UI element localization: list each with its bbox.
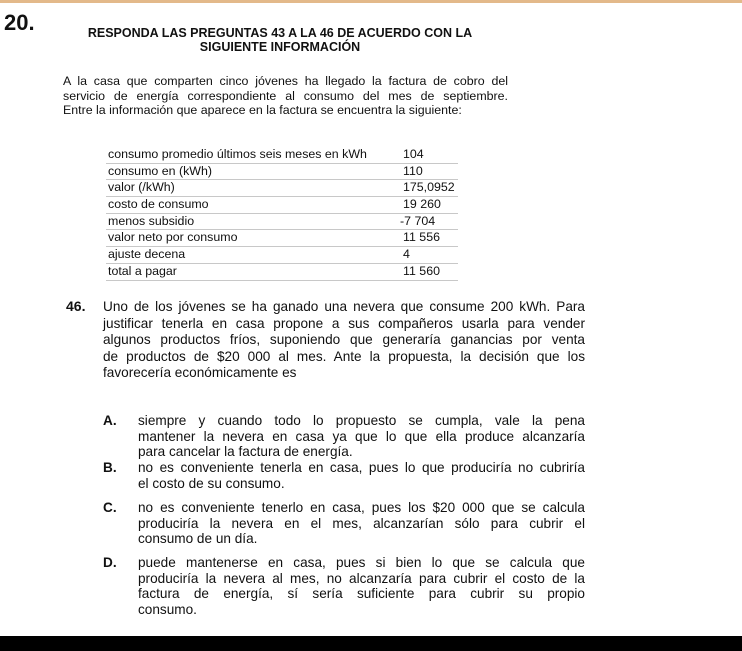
option-d-letter: D. [103, 555, 117, 570]
bill-row-label: valor neto por consumo [108, 230, 238, 245]
option-b-letter: B. [103, 460, 117, 475]
bill-row-label: total a pagar [108, 263, 177, 278]
option-a-letter: A. [103, 413, 117, 428]
question-line: favorecería económicamente es [103, 365, 297, 380]
bill-row-value: 104 [403, 147, 424, 161]
option-line: produciría la nevera en el mes, alcanzarían sólo para cubrir el [138, 515, 585, 531]
bill-row-value: 110 [403, 163, 423, 178]
bill-row-label: valor (/kWh) [108, 180, 175, 195]
bill-row-value: 11 560 [403, 263, 440, 278]
option-line: no es conveniente tenerlo en casa, pues los $20 000 que se calcula [138, 500, 585, 515]
option-line: no es conveniente tenerla en casa, pues lo que produciría no cubriría [138, 460, 585, 475]
option-line: mantener la nevera en casa ya que lo que ella produce alcanzaría [138, 428, 585, 444]
bill-row-value: 11 556 [403, 230, 440, 245]
option-line: factura de energía, sí sería suficiente para cubrir su propio [138, 586, 585, 602]
bill-row [106, 230, 458, 247]
question-line: de productos de $20 000 al mes. Ante la propuesta, la decisión que los [103, 348, 585, 364]
question-line: Uno de los jóvenes se ha ganado una nevera que consume 200 kWh. Para [103, 299, 585, 314]
bill-row [106, 147, 458, 164]
bill-row-label: consumo promedio últimos seis meses en kWh [108, 147, 367, 161]
bill-row [106, 264, 458, 281]
question-line: justificar tenerla en casa propone a sus compañeros usarla para vender [103, 315, 585, 331]
bill-row [106, 247, 458, 264]
bill-row-label: menos subsidio [108, 213, 195, 228]
bill-row-value: -7 704 [400, 213, 436, 228]
bill-row [106, 197, 458, 214]
option-line: consumo de un día. [138, 531, 258, 547]
bill-row [106, 180, 458, 197]
bill-row-label: consumo en (kWh) [108, 163, 212, 178]
top-border-line [0, 0, 742, 3]
intro-paragraph [63, 74, 508, 118]
bill-row [106, 214, 458, 231]
bill-row-value: 4 [403, 247, 410, 262]
question-group-number: 20. [4, 10, 35, 35]
option-line: produciría la nevera al mes, no alcanzaría para cubrir el costo de la [138, 570, 585, 586]
question-line: algunos productos fríos, suponiendo que generaría ganancias por venta [103, 332, 585, 347]
bill-row-label: costo de consumo [108, 197, 209, 212]
intro-line: servicio de energía correspondiente al consumo del mes de septiembre. [63, 88, 508, 103]
option-line: puede mantenerse en casa, pues si bien lo que se calcula que [138, 555, 585, 570]
option-c-letter: C. [103, 500, 117, 515]
heading-line-2: SIGUIENTE INFORMACIÓN [199, 40, 361, 54]
option-line: el costo de su consumo. [138, 475, 285, 491]
question-stem [103, 299, 585, 382]
bill-row [106, 164, 458, 181]
intro-line: A la casa que comparten cinco jóvenes ha llegado la factura de cobro del [63, 74, 508, 88]
bill-row-value: 175,0952 [403, 180, 455, 195]
bill-row-value: 19 260 [403, 197, 441, 212]
option-line: consumo. [138, 601, 197, 617]
question-number: 46. [66, 298, 86, 314]
bill-table [106, 147, 458, 281]
option-b-text [138, 460, 585, 491]
heading-line-1: RESPONDA LAS PREGUNTAS 43 A LA 46 DE ACUERDO CON LA [87, 26, 473, 40]
option-c-text [138, 500, 585, 547]
option-line: para cancelar la factura de energía. [138, 444, 353, 460]
bottom-black-bar [0, 636, 742, 651]
bill-row-label: ajuste decena [108, 247, 186, 262]
option-a-text [138, 413, 585, 460]
intro-line: Entre la información que aparece en la factura se encuentra la siguiente: [63, 103, 462, 117]
option-line: siempre y cuando todo lo propuesto se cumpla, vale la pena [138, 413, 585, 428]
option-d-text [138, 555, 585, 617]
